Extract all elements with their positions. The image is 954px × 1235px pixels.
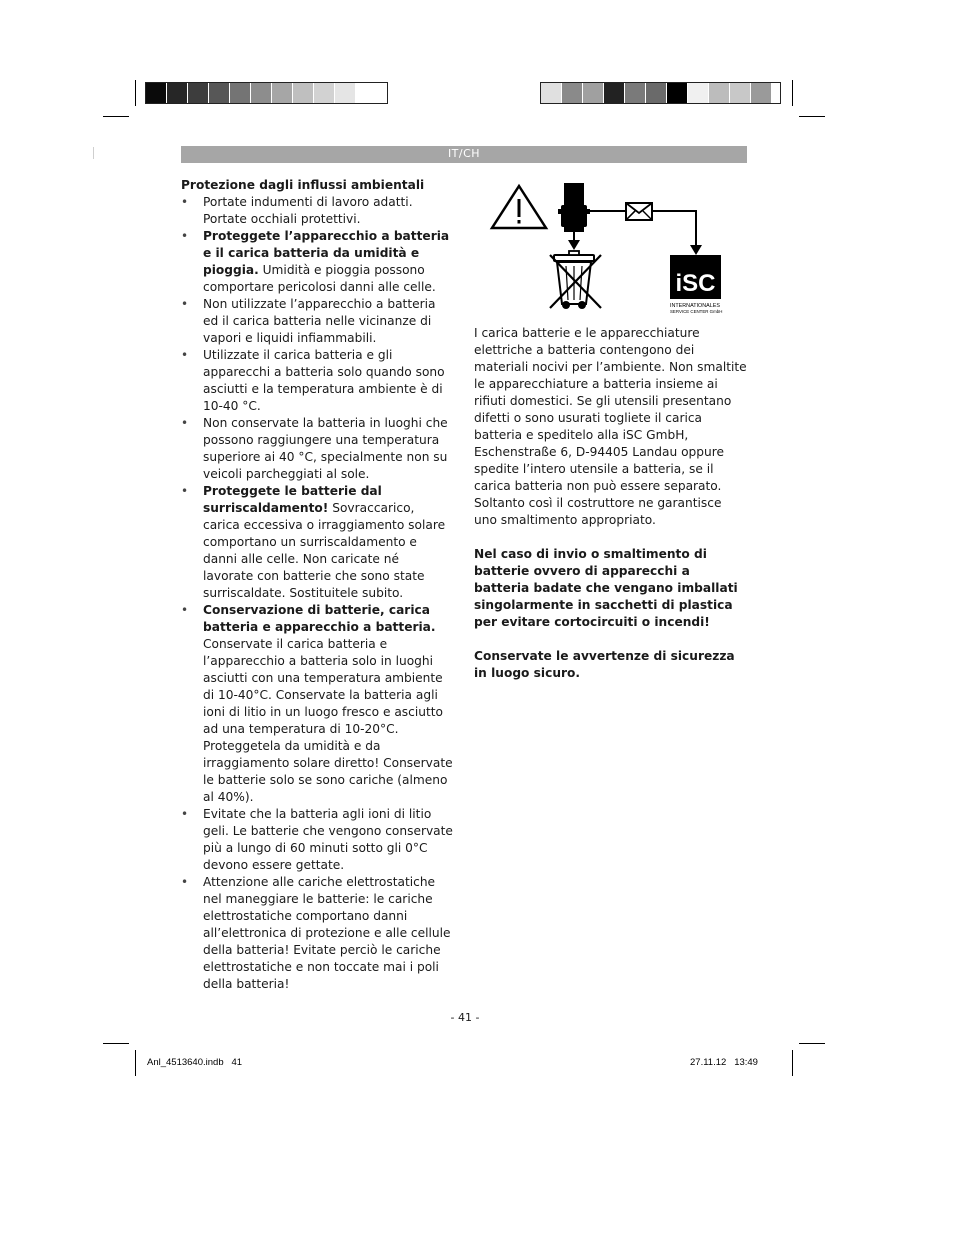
list-item-text: Sovraccarico, carica eccessiva o irraggiamento solare comportano un surriscaldamento e danni alle celle. Non caricate né lavorate con batterie che sono state surriscaldate. Sostituitele subito.: [203, 501, 446, 600]
color-swatch: [583, 83, 604, 103]
crop-mark: [135, 80, 136, 106]
disposal-paragraph: I carica batterie e le apparecchiature elettriche a batteria contengono dei materiali nocivi per l’ambiente. Non smaltite le apparecchiature a batteria insieme ai rifiuti domestici. Se gli utensili presentano difetti o sono usurati togliete il carica batteria e speditelo alla iSC GmbH, Eschenstraße 6, D-94405 Landau oppure spedite l’intero utensile a batteria, se il carica batteria non può essere separato. Soltanto così il costruttore ne garantisce uno smaltimento appropriato.: [474, 326, 747, 527]
color-swatch: [730, 83, 751, 103]
crop-mark: [799, 116, 825, 117]
list-item: [181, 347, 453, 415]
envelope-icon: [626, 203, 652, 220]
color-swatch: [604, 83, 625, 103]
right-column: [474, 325, 748, 699]
color-swatch: [625, 83, 646, 103]
list-item-text: Attenzione alle cariche elettrostatiche nel maneggiare le batterie: le cariche elettrostatiche comportano danni all’elettronica di protezione e alle cellule della batteria! Evitate perciò le cariche elettrostatiche e non toccate mai i poli della batteria!: [203, 875, 451, 991]
crop-mark: [792, 80, 793, 106]
color-swatch: [356, 83, 377, 103]
section-title: Protezione dagli influssi ambientali: [181, 178, 425, 192]
safety-list: [181, 194, 453, 993]
list-item: [181, 806, 453, 874]
color-swatch: [335, 83, 356, 103]
color-swatch: [541, 83, 562, 103]
crop-mark: [792, 1050, 793, 1076]
color-swatch: [293, 83, 314, 103]
list-item: [181, 602, 453, 806]
color-swatch: [188, 83, 209, 103]
color-swatch: [230, 83, 251, 103]
list-item-text: Portate indumenti di lavoro adatti. Portate occhiali protettivi.: [203, 195, 413, 226]
color-swatch: [167, 83, 188, 103]
list-item-bold: Conservazione di batterie, carica batteria e apparecchio a batteria.: [203, 603, 436, 634]
isc-logo: [670, 255, 722, 314]
color-swatch: [667, 83, 688, 103]
list-item: [181, 194, 453, 228]
footer-datetime: 27.11.12 13:49: [690, 1057, 758, 1068]
list-item-text: Evitate che la batteria agli ioni di litio geli. Le batterie che vengono conservate più a lungo di 60 minuti sotto gli 0°C devono essere gettate.: [203, 807, 453, 872]
language-header-band: [181, 146, 747, 163]
warning-triangle-icon: [492, 186, 546, 228]
list-item: [181, 415, 453, 483]
color-swatch: [314, 83, 335, 103]
isc-logo-text: iSC: [675, 270, 716, 297]
color-calibration-bar-right: [540, 82, 781, 104]
color-swatch: [562, 83, 583, 103]
list-item: [181, 296, 453, 347]
color-calibration-bar-left: [145, 82, 388, 104]
color-swatch: [688, 83, 709, 103]
isc-logo-subtext: SERVICE CENTER GmbH: [670, 309, 723, 314]
language-code: IT/CH: [447, 147, 481, 160]
color-swatch: [709, 83, 730, 103]
footer-file: Anl_4513640.indb 41: [147, 1057, 243, 1068]
color-swatch: [646, 83, 667, 103]
crop-mark: [135, 1050, 136, 1076]
list-item-bold: Proteggete le batterie dal surriscaldamento!: [203, 484, 382, 515]
crop-mark: [103, 1043, 129, 1044]
list-item: [181, 483, 453, 602]
list-item: [181, 874, 453, 993]
keep-instructions: Conservate le avvertenze di sicurezza in luogo sicuro.: [474, 649, 735, 680]
color-swatch: [751, 83, 772, 103]
color-swatch: [146, 83, 167, 103]
shipping-warning: Nel caso di invio o smaltimento di batterie ovvero di apparecchi a batteria badate che vengano imballati singolarmente in sacchetti di plastica per evitare cortocircuiti o incendi!: [474, 547, 738, 629]
list-item-bold: Proteggete l’apparecchio a batteria e il carica batteria da umidità e pioggia.: [203, 229, 450, 277]
crop-mark: [103, 116, 129, 117]
list-item-text: Conservate il carica batteria e l’apparecchio a batteria solo in luoghi asciutti con una temperatura ambiente di 10-40°C. Conservate la batteria agli ioni di litio in un luogo fresco e asciutto ad una temperatura di 10-20°C. Proteggetela da umidità e da irraggiamento solare diretto! Conservate le batterie solo se sono cariche (almeno al 40%).: [203, 637, 453, 804]
disposal-illustration: [480, 178, 750, 316]
color-swatch: [209, 83, 230, 103]
page-number: - 41 -: [450, 1011, 480, 1024]
list-item-text: Umidità e pioggia possono comportare pericolosi danni alle celle.: [203, 263, 436, 294]
left-column: [181, 177, 453, 993]
color-swatch: [251, 83, 272, 103]
color-swatch: [272, 83, 293, 103]
battery-tool-icon: [558, 183, 590, 232]
list-item-text: Non conservate la batteria in luoghi che possono raggiungere una temperatura superiore ai 40 °C, specialmente non su veicoli parcheggiati al sole.: [203, 416, 448, 481]
crossed-bin-icon: [550, 251, 601, 309]
isc-logo-subtext: INTERNATIONALES: [670, 303, 720, 309]
list-item-text: Non utilizzate l’apparecchio a batteria ed il carica batteria nelle vicinanze di vapori e liquidi infiammabili.: [203, 297, 436, 345]
crop-mark: [799, 1043, 825, 1044]
crop-mark: [93, 147, 94, 159]
list-item-text: Utilizzate il carica batteria e gli apparecchi a batteria solo quando sono asciutti e la temperatura ambiente è di 10-40 °C.: [203, 348, 445, 413]
list-item: [181, 228, 453, 296]
